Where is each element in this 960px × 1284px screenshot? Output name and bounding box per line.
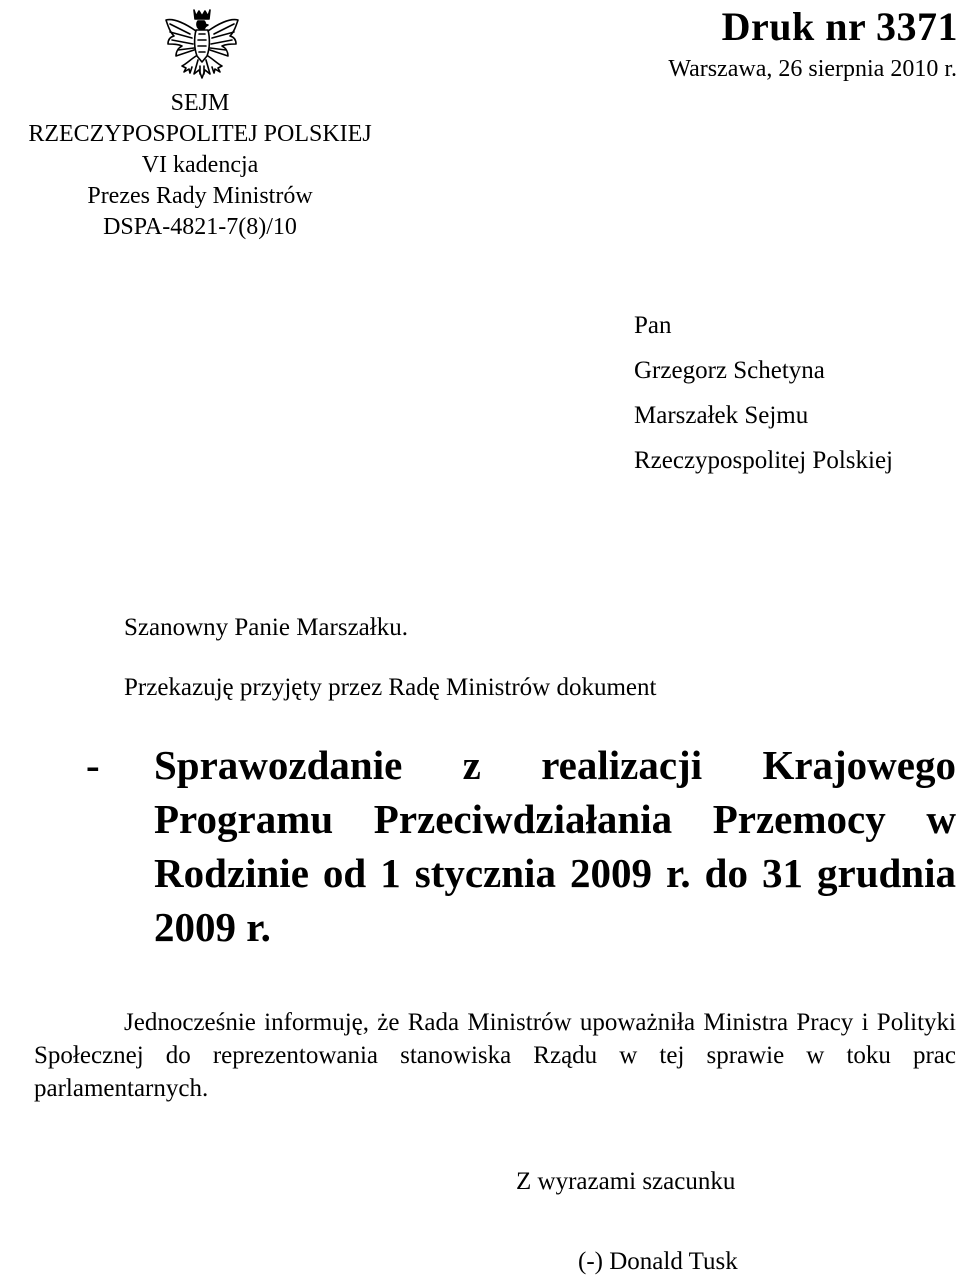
institution-line-prezes: Prezes Rady Ministrów <box>87 183 313 209</box>
polish-eagle-emblem-icon <box>160 4 244 88</box>
date-line: Warszawa, 26 sierpnia 2010 r. <box>668 56 957 82</box>
intro-sentence: Przekazuję przyjęty przez Radę Ministrów dokument <box>124 674 657 701</box>
document-title <box>86 738 956 954</box>
print-number: Druk nr 3371 <box>721 4 958 49</box>
institution-line-rzeczypospolitej: RZECZYPOSPOLITEJ POLSKIEJ <box>28 121 372 147</box>
addressee-line: Grzegorz Schetyna <box>634 357 825 384</box>
body-paragraph: Jednocześnie informuję, że Rada Ministrów upoważniła Ministra Pracy i Polityki Społecznej do reprezentowania stanowiska Rządu w tej sprawie w toku prac parlamentarnych. <box>34 1009 956 1102</box>
document-title-text: Sprawozdanie z realizacji Krajowego Programu Przeciwdziałania Przemocy w Rodzinie od 1 stycznia 2009 r. do 31 grudnia 2009 r. <box>154 742 956 950</box>
document-title-dash: - <box>86 742 100 788</box>
addressee-block <box>634 303 893 483</box>
signature: (-) Donald Tusk <box>578 1248 738 1275</box>
addressee-line: Marszałek Sejmu <box>634 402 809 429</box>
reference-number: DSPA-4821-7(8)/10 <box>103 214 297 240</box>
institution-header <box>0 88 400 243</box>
greeting: Szanowny Panie Marszałku. <box>124 614 408 641</box>
addressee-line: Pan <box>634 312 672 339</box>
closing-phrase: Z wyrazami szacunku <box>516 1168 736 1195</box>
institution-line-sejm: SEJM <box>170 90 230 116</box>
institution-line-kadencja: VI kadencja <box>141 152 259 178</box>
addressee-line: Rzeczypospolitej Polskiej <box>634 447 893 474</box>
